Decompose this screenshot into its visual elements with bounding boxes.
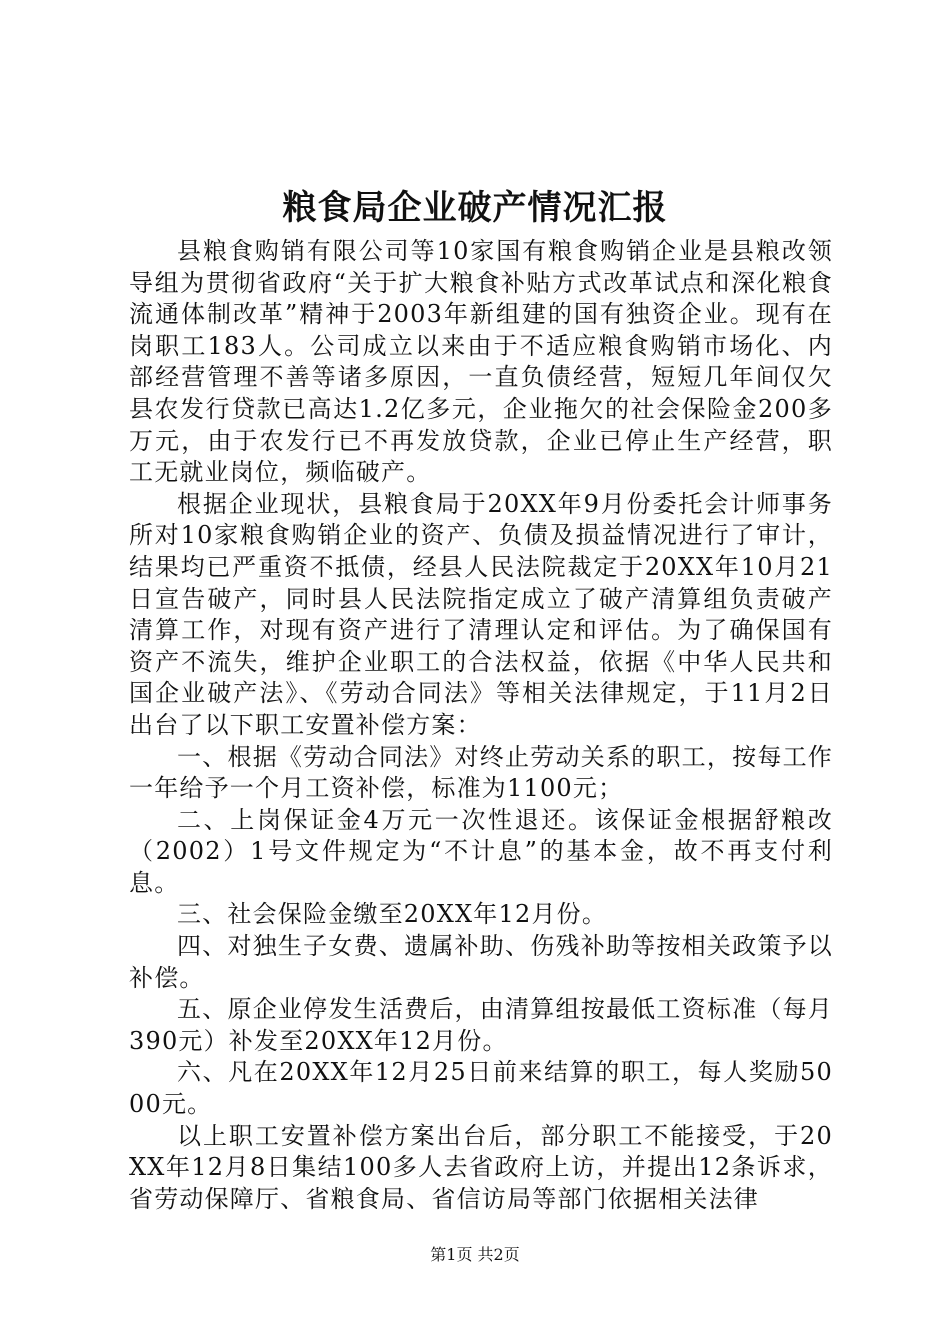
paragraph-item-2: 二、上岗保证金4万元一次性退还。该保证金根据舒粮改（2002）1号文件规定为“不计息”的基本金，故不再支付利息。 [129, 805, 833, 897]
paragraph-item-6: 六、凡在20XX年12月25日前来结算的职工，每人奖励5000元。 [129, 1058, 833, 1119]
paragraph-item-1: 一、根据《劳动合同法》对终止劳动关系的职工，按每工作一年给予一个月工资补偿，标准为1100元； [129, 742, 833, 803]
document-title: 粮食局企业破产情况汇报 [282, 188, 668, 228]
paragraph-petition: 以上职工安置补偿方案出台后，部分职工不能接受，于20XX年12月8日集结100多人去省政府上访，并提出12条诉求，省劳动保障厅、省粮食局、省信访局等部门依据相关法律 [129, 1121, 833, 1213]
page-number-footer: 第1页 共2页 [430, 1245, 520, 1264]
paragraph-item-3: 三、社会保险金缴至20XX年12月份。 [177, 900, 608, 929]
paragraph-item-4: 四、对独生子女费、遗属补助、伤残补助等按相关政策予以补偿。 [129, 932, 833, 992]
document-body [129, 236, 833, 1215]
paragraph-audit: 根据企业现状，县粮食局于20XX年9月份委托会计师事务所对10家粮食购销企业的资产、负债及损益情况进行了审计，结果均已严重资不抵债，经县人民法院裁定于20XX年10月21日宣告破产，同时县人民法院指定成立了破产清算组负责破产清算工作，对现有资产进行了清理认定和评估。为了确保国有资产不流失，维护企业职工的合法权益，依据《中华人民共和国企业破产法》、《劳动合同法》等相关法律规定，于11月2日出台了以下职工安置补偿方案： [129, 489, 833, 739]
paragraph-item-5: 五、原企业停发生活费后，由清算组按最低工资标准（每月390元）补发至20XX年12月份。 [129, 995, 833, 1055]
paragraph-intro: 县粮食购销有限公司等10家国有粮食购销企业是县粮改领导组为贯彻省政府“关于扩大粮食补贴方式改革试点和深化粮食流通体制改革”精神于2003年新组建的国有独资企业。现有在岗职工183人。公司成立以来由于不适应粮食购销市场化、内部经营管理不善等诸多原因，一直负债经营，短短几年间仅欠县农发行贷款已高达1.2亿多元，企业拖欠的社会保险金200多万元，由于农发行已不再发放贷款，企业已停止生产经营，职工无就业岗位，频临破产。 [129, 237, 833, 487]
